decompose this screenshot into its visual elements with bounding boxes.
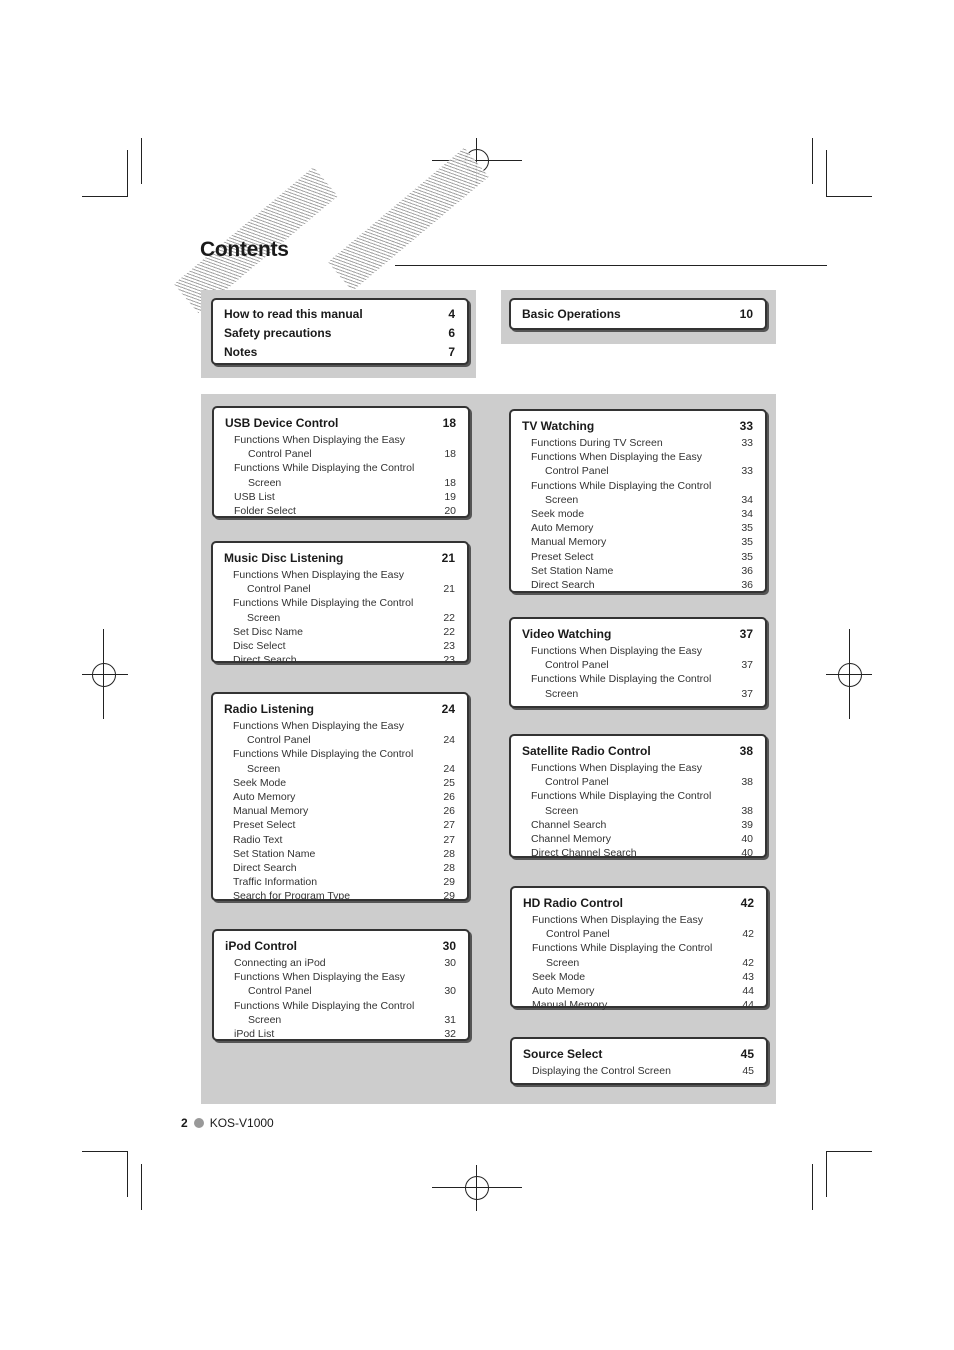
- toc-item[interactable]: [225, 461, 456, 489]
- page-title: Contents: [200, 238, 289, 261]
- toc-item[interactable]: [522, 479, 753, 507]
- toc-item[interactable]: [224, 719, 455, 747]
- item-page: 33: [741, 465, 753, 478]
- toc-item[interactable]: [224, 833, 455, 847]
- item-label: Manual Memory: [233, 805, 309, 818]
- item-page: 38: [741, 776, 753, 789]
- bullet-icon: [194, 1118, 204, 1128]
- item-label: Direct Search: [233, 862, 297, 875]
- item-label: Functions While Displaying the Control: [233, 748, 414, 761]
- section-heading[interactable]: [523, 894, 754, 913]
- section-title: Satellite Radio Control: [522, 744, 651, 758]
- crop-mark: [127, 1151, 128, 1197]
- item-label: Functions While Displaying the Control: [532, 942, 713, 955]
- item-page: 20: [444, 505, 456, 518]
- section-heading[interactable]: [224, 549, 455, 568]
- section-page: 38: [739, 744, 753, 758]
- item-page: 37: [741, 659, 753, 672]
- item-page: 36: [741, 579, 753, 592]
- item-label: Direct Search: [531, 579, 595, 592]
- toc-item[interactable]: [225, 956, 456, 970]
- item-label-continued: Control Panel: [545, 465, 609, 478]
- item-page: 22: [443, 611, 455, 624]
- section-heading[interactable]: [522, 742, 753, 761]
- toc-item[interactable]: [224, 804, 455, 818]
- toc-box-intro: [211, 298, 469, 365]
- item-page: 40: [741, 847, 753, 860]
- entry-page: 6: [448, 326, 455, 340]
- item-label: Preset Select: [233, 819, 296, 832]
- item-label: Functions When Displaying the Easy: [532, 914, 703, 926]
- item-page: 28: [443, 862, 455, 875]
- toc-item[interactable]: [522, 846, 753, 860]
- item-label: Functions While Displaying the Control: [531, 790, 712, 803]
- toc-item[interactable]: [224, 776, 455, 790]
- item-label-continued: Control Panel: [247, 734, 311, 747]
- item-label: Search for Program Type: [233, 890, 351, 903]
- registration-mark-icon: [465, 1176, 489, 1200]
- toc-item[interactable]: [224, 889, 455, 903]
- section-page: 24: [441, 702, 455, 716]
- toc-box-basic: [509, 298, 767, 330]
- crop-mark: [82, 196, 128, 197]
- toc-item[interactable]: [522, 521, 753, 535]
- item-label-continued: Screen: [545, 804, 579, 817]
- item-page: 28: [443, 847, 455, 860]
- toc-item[interactable]: [522, 450, 753, 478]
- item-label: Manual Memory: [532, 999, 608, 1012]
- section-heading[interactable]: [225, 414, 456, 433]
- toc-item[interactable]: [224, 818, 455, 832]
- page-number: 2: [181, 1116, 188, 1130]
- toc-item[interactable]: [523, 984, 754, 998]
- toc-entry[interactable]: [522, 305, 753, 324]
- crop-mark: [103, 629, 104, 719]
- item-label-continued: Screen: [247, 762, 281, 775]
- item-page: 35: [741, 550, 753, 563]
- item-page: 31: [444, 1013, 456, 1026]
- item-label: iPod List: [234, 1028, 275, 1041]
- toc-item[interactable]: [522, 436, 753, 450]
- toc-item[interactable]: [522, 578, 753, 592]
- item-label: Functions While Displaying the Control: [531, 479, 712, 492]
- section-heading[interactable]: [225, 937, 456, 956]
- item-label: Functions While Displaying the Control: [531, 673, 712, 686]
- item-label: Functions When Displaying the Easy: [233, 720, 404, 732]
- item-label-continued: Control Panel: [545, 776, 609, 789]
- entry-page: 4: [448, 307, 455, 321]
- toc-item[interactable]: [224, 747, 455, 775]
- item-label: Displaying the Control Screen: [532, 1065, 671, 1077]
- toc-item[interactable]: [523, 970, 754, 984]
- item-page: 23: [443, 640, 455, 653]
- item-page: 19: [444, 490, 456, 503]
- crop-mark: [127, 150, 128, 196]
- item-label: Disc Select: [233, 640, 286, 653]
- toc-section: [509, 734, 767, 858]
- item-page: 33: [741, 437, 753, 449]
- item-label-continued: Screen: [545, 493, 579, 506]
- section-page: 33: [739, 419, 753, 433]
- section-page: 42: [740, 896, 754, 910]
- toc-section: [509, 617, 767, 708]
- toc-item[interactable]: [522, 550, 753, 564]
- section-title: iPod Control: [225, 939, 297, 953]
- item-label: Set Disc Name: [233, 625, 304, 638]
- toc-section: [510, 1037, 768, 1085]
- item-label: Functions During TV Screen: [531, 437, 663, 449]
- section-title: Music Disc Listening: [224, 551, 344, 565]
- item-page: 40: [741, 833, 753, 846]
- section-page: 37: [739, 627, 753, 641]
- toc-item[interactable]: [224, 653, 455, 667]
- item-page: 42: [742, 928, 754, 941]
- toc-item[interactable]: [522, 672, 753, 700]
- item-label-continued: Screen: [247, 611, 281, 624]
- toc-item[interactable]: [225, 999, 456, 1027]
- toc-entry[interactable]: [224, 305, 455, 324]
- toc-section: [510, 886, 768, 1012]
- item-page: 30: [444, 985, 456, 998]
- crop-mark: [826, 196, 872, 197]
- item-page: 45: [742, 1065, 754, 1077]
- section-title: HD Radio Control: [523, 896, 623, 910]
- toc-item[interactable]: [522, 832, 753, 846]
- item-label: USB List: [234, 490, 275, 503]
- decorative-hatch: [328, 148, 489, 292]
- crop-mark: [476, 1165, 477, 1211]
- item-page: 30: [444, 957, 456, 969]
- item-page: 29: [443, 876, 455, 889]
- item-label-continued: Control Panel: [247, 583, 311, 596]
- section-title: Video Watching: [522, 627, 612, 641]
- crop-mark: [141, 138, 142, 184]
- crop-mark: [826, 1151, 872, 1152]
- item-page: 44: [742, 999, 754, 1012]
- registration-mark-icon: [92, 663, 116, 687]
- registration-mark-icon: [838, 663, 862, 687]
- item-label-continued: Screen: [248, 1013, 282, 1026]
- item-page: 24: [443, 762, 455, 775]
- item-page: 26: [443, 791, 455, 804]
- item-page: 21: [443, 583, 455, 596]
- section-heading[interactable]: [523, 1045, 754, 1064]
- toc-item[interactable]: [224, 790, 455, 804]
- toc-item[interactable]: [224, 568, 455, 596]
- item-page: 32: [444, 1028, 456, 1041]
- toc-item[interactable]: [224, 875, 455, 889]
- section-heading[interactable]: [522, 417, 753, 436]
- item-label: Traffic Information: [233, 876, 318, 889]
- toc-item[interactable]: [224, 861, 455, 875]
- item-page: 37: [741, 687, 753, 700]
- item-label-continued: Control Panel: [546, 928, 610, 941]
- item-label: Functions When Displaying the Easy: [234, 971, 405, 984]
- item-page: 23: [443, 654, 455, 667]
- section-page: 30: [442, 939, 456, 953]
- item-page: 27: [443, 819, 455, 832]
- toc-item[interactable]: [523, 913, 754, 941]
- toc-item[interactable]: [523, 998, 754, 1012]
- toc-item[interactable]: [224, 847, 455, 861]
- item-label: Functions When Displaying the Easy: [233, 569, 404, 581]
- item-page: 25: [443, 776, 455, 789]
- item-label: Set Station Name: [531, 564, 614, 577]
- toc-entry[interactable]: [224, 324, 455, 343]
- crop-mark: [812, 1164, 813, 1210]
- item-page: 44: [742, 985, 754, 998]
- toc-item[interactable]: [225, 1027, 456, 1041]
- item-page: 38: [741, 804, 753, 817]
- crop-mark: [432, 160, 522, 161]
- item-label: Seek Mode: [233, 776, 287, 789]
- toc-item[interactable]: [522, 535, 753, 549]
- entry-page: 10: [739, 307, 753, 321]
- section-heading[interactable]: [522, 625, 753, 644]
- crop-mark: [141, 1164, 142, 1210]
- item-label: Auto Memory: [532, 985, 595, 998]
- crop-mark: [82, 674, 128, 675]
- toc-section: [211, 541, 469, 667]
- toc-section: [212, 929, 470, 1041]
- entry-page: 7: [448, 345, 455, 359]
- crop-mark: [826, 150, 827, 196]
- entry-label: Notes: [224, 345, 258, 359]
- item-page: 24: [443, 734, 455, 747]
- section-title: Radio Listening: [224, 702, 314, 716]
- section-title: Source Select: [523, 1047, 603, 1061]
- toc-section: [211, 692, 469, 901]
- entry-label: Safety precautions: [224, 326, 332, 340]
- toc-section: [212, 406, 470, 518]
- section-page: 45: [740, 1047, 754, 1061]
- toc-item[interactable]: [224, 625, 455, 639]
- item-label-continued: Control Panel: [248, 985, 312, 998]
- item-label-continued: Screen: [248, 476, 282, 489]
- item-page: 18: [444, 448, 456, 461]
- item-page: 43: [742, 970, 754, 983]
- item-label: Preset Select: [531, 550, 594, 563]
- item-page: 36: [741, 564, 753, 577]
- item-label: Functions While Displaying the Control: [234, 999, 415, 1012]
- crop-mark: [849, 629, 850, 719]
- toc-item[interactable]: [522, 644, 753, 672]
- item-label: Auto Memory: [531, 522, 594, 535]
- toc-item[interactable]: [523, 941, 754, 969]
- model-name: KOS-V1000: [209, 1116, 274, 1130]
- toc-item[interactable]: [225, 490, 456, 504]
- item-page: 34: [741, 508, 753, 521]
- item-page: 42: [742, 956, 754, 969]
- item-label-continued: Control Panel: [248, 448, 312, 461]
- item-page: 35: [741, 536, 753, 549]
- entry-label: How to read this manual: [224, 307, 363, 321]
- item-label: Direct Channel Search: [531, 847, 637, 860]
- item-page: 22: [443, 625, 455, 638]
- crop-mark: [826, 1151, 827, 1197]
- item-label-continued: Screen: [546, 956, 580, 969]
- toc-item[interactable]: [523, 1064, 754, 1078]
- toc-item[interactable]: [224, 596, 455, 624]
- item-label-continued: Control Panel: [545, 659, 609, 672]
- item-label: Functions When Displaying the Easy: [531, 451, 702, 464]
- item-label: Set Station Name: [233, 847, 316, 860]
- toc-item[interactable]: [225, 504, 456, 518]
- item-label: Functions While Displaying the Control: [234, 462, 415, 475]
- toc-item[interactable]: [522, 564, 753, 578]
- section-title: TV Watching: [522, 419, 595, 433]
- page-footer: [181, 1116, 274, 1130]
- item-page: 29: [443, 890, 455, 903]
- item-label: Seek Mode: [532, 970, 586, 983]
- item-label: Seek mode: [531, 508, 585, 521]
- item-page: 35: [741, 522, 753, 535]
- item-page: 39: [741, 818, 753, 831]
- item-page: 34: [741, 493, 753, 506]
- toc-item[interactable]: [224, 639, 455, 653]
- item-label-continued: Screen: [545, 687, 579, 700]
- crop-mark: [812, 138, 813, 184]
- toc-item[interactable]: [225, 970, 456, 998]
- item-label: Folder Select: [234, 505, 296, 518]
- section-title: USB Device Control: [225, 416, 339, 430]
- toc-item[interactable]: [522, 761, 753, 789]
- item-label: Channel Search: [531, 818, 607, 831]
- item-label: Functions While Displaying the Control: [233, 597, 414, 610]
- item-label: Manual Memory: [531, 536, 607, 549]
- toc-item[interactable]: [522, 818, 753, 832]
- item-page: 26: [443, 805, 455, 818]
- section-heading[interactable]: [224, 700, 455, 719]
- toc-item[interactable]: [522, 507, 753, 521]
- crop-mark: [82, 1151, 128, 1152]
- crop-mark: [432, 1187, 522, 1188]
- item-page: 18: [444, 476, 456, 489]
- toc-entry[interactable]: [224, 343, 455, 362]
- item-label: Connecting an iPod: [234, 957, 326, 969]
- section-page: 18: [442, 416, 456, 430]
- section-page: 21: [441, 551, 455, 565]
- item-label: Direct Search: [233, 654, 297, 667]
- item-label: Functions When Displaying the Easy: [531, 645, 702, 657]
- item-label: Functions When Displaying the Easy: [531, 762, 702, 774]
- toc-item[interactable]: [225, 433, 456, 461]
- toc-section: [509, 409, 767, 593]
- item-page: 27: [443, 833, 455, 846]
- item-label: Auto Memory: [233, 791, 296, 804]
- item-label: Radio Text: [233, 833, 283, 846]
- item-label: Functions When Displaying the Easy: [234, 434, 405, 446]
- item-label: Channel Memory: [531, 833, 611, 846]
- entry-label: Basic Operations: [522, 307, 621, 321]
- title-rule: [395, 265, 827, 266]
- toc-item[interactable]: [522, 789, 753, 817]
